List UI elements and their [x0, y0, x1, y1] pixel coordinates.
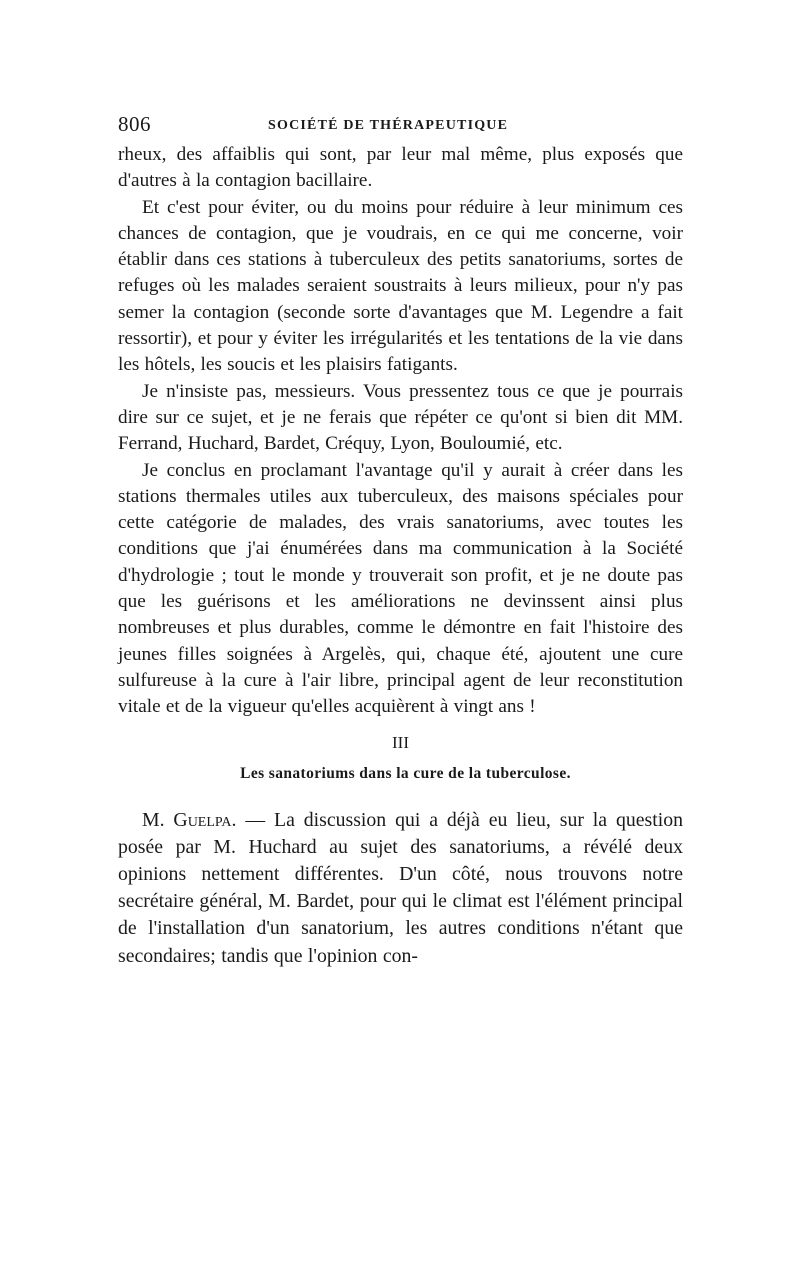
section-title: Les sanatoriums dans la cure de la tuberculose.: [240, 764, 571, 782]
paragraph-guelpa-text: — La discussion qui a déjà eu lieu, sur la question posée par M. Huchard au sujet des sanatoriums, a révélé deux opinions nettement différentes. D'un côté, nous trouvons notre secrétaire général, M. Bardet, pour qui le climat est l'élément principal de l'installation d'un sanatorium, les autres conditions n'étant que secondaires; tandis que l'opinion con-: [118, 808, 683, 967]
running-title: SOCIÉTÉ DE THÉRAPEUTIQUE: [268, 118, 509, 133]
speaker-name: M. Guelpa.: [142, 808, 237, 831]
paragraph-continued: rheux, des affaiblis qui sont, par leur mal même, plus exposés que d'autres à la contagion bacillaire.: [118, 144, 683, 192]
section-number: III: [392, 732, 409, 752]
paragraph-contagion: Et c'est pour éviter, ou du moins pour réduire à leur minimum ces chances de contagion, que je voudrais, en ce qui me concerne, voir établir dans ces stations à tuberculeux des petits sanatoriums, sortes de refuges où les malades seraient soustraits à leurs milieux, pour n'y pas semer la contagion (seconde sorte d'avantages que M. Legendre a fait ressortir), et pour y éviter les irrégularités et les tentations de la vie dans les hôtels, les soucis et les plaisirs fatigants.: [118, 196, 683, 376]
paragraph-insist: Je n'insiste pas, messieurs. Vous pressentez tous ce que je pourrais dire sur ce sujet, et je ne ferais que répéter ce qu'ont si bien dit MM. Ferrand, Huchard, Bardet, Créquy, Lyon, Bouloumié, etc.: [118, 380, 683, 455]
paragraph-conclusion: Je conclus en proclamant l'avantage qu'il y aurait à créer dans les stations thermales utiles aux tuberculeux, des maisons spéciales pour cette catégorie de malades, des vrais sanatoriums, avec toutes les conditions que j'ai énumérées dans ma communication à la Société d'hydrologie ; tout le monde y trouverait son profit, et je ne doute pas que les guérisons et les améliorations ne devinssent ainsi plus nombreuses et plus durables, comme le démontre en fait l'histoire des jeunes filles soignées à Argelès, qui, chaque été, ajoutent une cure sulfureuse à la cure à l'air libre, principal agent de leur reconstitution vitale et de la vigueur qu'elles acquièrent à vingt ans !: [118, 459, 683, 718]
book-page: [118, 108, 683, 970]
running-head: [118, 108, 683, 142]
page-number: 806: [118, 112, 151, 136]
paragraph-guelpa: [118, 807, 683, 970]
